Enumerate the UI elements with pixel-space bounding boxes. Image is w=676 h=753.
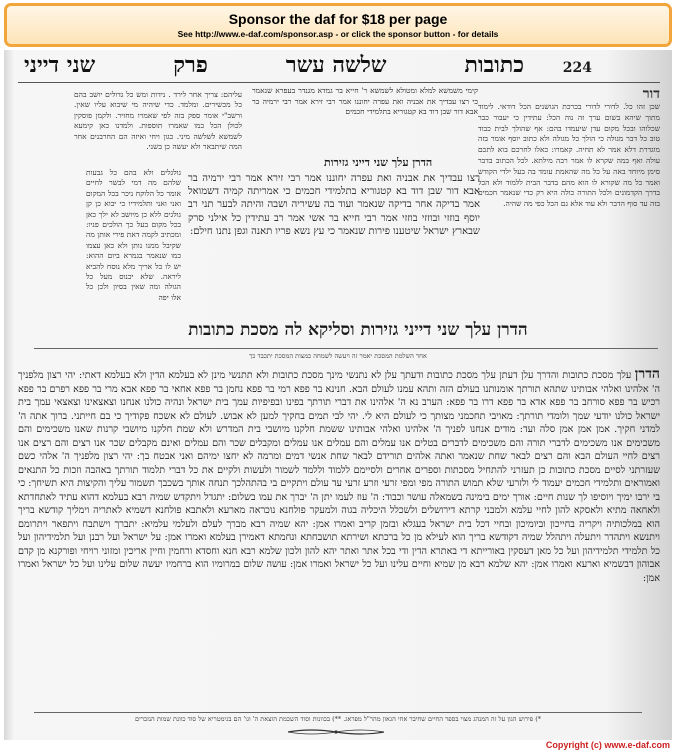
gemara-main-text: רצו עבדיך את אבניה ואת עפרה יחוננו אמר רבי זירא אמר רבי ירמיה בר אבא דור שבן דוד בא קטגוריא בתלמידי חכמים כי אמריתה קמיה דשמואל אמר בדיקה אחר בדיקה שנאמר ועוד בה עשיריה ושבה והיתה לבער תני רב יוסף בוזזי ובוזזי בוזזי אמר רבי חייא בר אשי אמר רב עתידין כל אילני סרק שבארץ ישראל שיטענו פירות שנאמר כי עץ נשא פריו תאנה וגפן נתנו חילם: <box>188 173 480 237</box>
rashi-text: שכן זהו כל. לדורי לדורי בכרכת הגושנים הכל דודאי. לימוד מתוך שיהא בשום ערך זה נוה הכל: עתידין כי יעבור כבר שכלוהו ובכל מקום עדן שיעמדו בהם: אף שהולך לבית כבוד טוב כל דבר מגולה כי הולך כל מגולה ולא כתוב יוסף אומר בזה מוגדרת דלא אמר לא תחיה. קאמרו: כאלו לחרכם בוא לתכם עולה ואף במה שקרא לו אמר רבה מילתא. לכל הכתוב בדבר סימן מיוחד באה על כל מה שהאמת עומד בה בעל ילדי הקודש ואמר כל מה שקורא לו הוא מהם בדבר הבית ללמוד ולא הכל בדרך הקדמונים ולכל התורה כולה היא רק כדי שנאמר חכמים בזה עד סוף הדבר ולא עוד אלא גם הכל כפי מה שהיה. <box>478 102 660 209</box>
siyum-instruction-note: אחר השלמת המסכת יאמר זה ויעשה לשמחה כמצות המסכת יתכבד כך <box>249 352 427 360</box>
talmud-page-scan <box>4 50 672 740</box>
tosafot-column-lower: גולגלים ולא בהם כל גבעות שלהם מה דמי לבשר לחיים אומר כל הלוקח ניכר בכל המקום ואני ואני ותלמידיו כי יבוא כן קן גולגים ללא כן מיושב לא ילך כאן בכל מקום בעל כך הולכים פניו: ומכתיב לקמה דאת פירי אותן מה שקיבל ממנו נותן ולא כאן עצמו כמו שנאמר בגמרא ביום ההוא: יש לו כל אריך מלא נוסח להביא ליראה. שלא יכנוס מעל כל הגולה ומה שאין בסיון ולכן כל אלו יפה <box>86 168 181 302</box>
footnote-text: *) פירוש הגון על זה המנהג מצוי בספר החיים שחיבר אחי הגאון מהר"ל מפראג. **) בכוונות וסוד השכמת הוצאת ה' וגו' הם בגימטריא של סוד כוונת שמות הנזכרים <box>134 715 542 723</box>
gemara-section-heading: הדרן עלך שני דייני גזירות <box>324 156 433 169</box>
header-chapter-name: שני דייני <box>24 52 96 78</box>
rashi-commentary-column <box>478 86 660 316</box>
header-divider <box>18 82 660 83</box>
header-tractate-name: כתובות <box>464 52 524 78</box>
page-header <box>24 52 524 80</box>
tractate-completion-line: הדרן עלך שני דייני גזירות וסליקא לה מסכת כתובות <box>188 320 528 340</box>
sponsor-banner-subtitle[interactable]: See http://www.e-daf.com/sponsor.asp - or click the sponsor button - for details <box>177 29 499 39</box>
page-number: 224 <box>562 60 592 76</box>
end-ornament-icon <box>286 728 386 736</box>
tosafot-column-top: עליהם: צריך אחר לירד . נידות ומש כל גדולים יושב בהם כל מכשירים. ומלמד. כדי שיהיה מי שיבוא עליו שאין. ורשב"י אומר ספק בזה לפי שאמרו מחזיר. ולקמן פוסקין לכולן הכל כמו שאמרו תוספות. ולמדנו כאן קימעא לשמשא לשלשה מיני. כגון ויחי ואיזה הם החרבנים אחר המה שיתבאר ולא יעשה כן בשני. <box>74 90 242 152</box>
hadran-prayer-text: עלך מסכת כתובות והדרך עלן דעתן עלך מסכת כתובות ודעתך עלן לא נתנשי מינך מסכת כתובות ולא תתנשי מינן לא בעלמא הדין ולא בעלמא דאתי: יהי רצון מלפניך ה' אלהינו ואלהי אבותינו שתהא תורתך אומנותנו בעולם הזה ותהא עמנו לעולם הבא. חנינא בר פפא רמי בר פפא נחמן בר פפא אחאי בר פפא אבא מרי בר פפא רפרם בר פפא רכיש בר פפא סורחב בר פפא אדא בר פפא דרו בר פפא: הערב נא ה' אלהינו את דברי תורתך בפינו ובפיפיות עמך בית ישראל ונהיה כולנו אנחנו וצאצאינו וצאצאי עמך בית ישראל כולנו יודעי שמך ולומדי תורתך: מאויבי תחכמני מצותך כי לעולם היא לי. יהי לבי תמים בחקיך למען לא אבוש. לעולם לא אשכח פקודיך כי בם חייתני. ברוך אתה ה' למדני חקיך. אמן אמן אמן סלה ועד: מודים אנחנו לפניך ה' אלהינו ואלהי אבותינו ששמת חלקנו מיושבי בית המדרש ולא שמת חלקנו מיושבי קרנות שאנו משכימים והם משכימים אנו משכימים לדברי תורה והם משכימים לדברים בטלים אנו עמלים והם עמלים אנו עמלים ומקבלים שכר והם עמלים ואינם מקבלים שכר אנו רצים והם רצים אנו רצים לחיי העולם הבא והם רצים לבאר שחת שנאמר ואתה אלהים תורידם לבאר שחת אנשי דמים ומרמה לא יחצו ימיהם ואני אבטח בך: יהי רצון מלפניך ה' אלהי כשם שעזרתני לסיים מסכת כתובות כן תעזרני להתחיל מסכתות וספרים אחרים ולסיימם ללמוד וללמד לשמור ולעשות ולקיים את כל דברי תלמוד תורתך באהבה וזכות כל התנאים ואמוראים ותלמידי חכמים יעמוד לי ולזרעי שלא תמוש התורה מפי ומפי זרעי וזרע זרעי עד עולם ויתקיים בי בהתהלכך תנחה אותך בשכבך תשמור עליך והקיצות היא תשיחך: כי בי ירבו ימיך ויוסיפו לך שנות חיים: אורך ימים בימינה בשמאלה עושר וכבוד: ה' עוז לעמו יתן ה' יברך את עמו בשלום: יתגדל ויתקדש שמיה רבא בעלמא דהוא עתיד לאתחדתא ולאחאה מתיא ולאסקא להון לחיי עלמא ולמבני קרתא דירושלים ולשכלל היכליה בגוה ולמעקר פולחנא נוכראה מארעא ולאתבא פולחנא דשמיא לאתריה וימליך קודשא בריך הוא במלכותיה ויקריה בחייכון וביומיכון ובחיי דכל בית ישראל בעגלא ובזמן קריב ואמרו אמן: יהא שמיה רבא מברך לעלם ולעלמי עלמיא: יתברך וישתבח ויתפאר ויתרומם ויתנשא ויתהדר ויתעלה ויתהלל שמיה דקודשא בריך הוא לעילא מן כל ברכתא ושירתא תושבחתא ונחמתא דאמירן בעלמא ואמרו אמן: על ישראל ועל רבנן ועל תלמידיהון ועל כל תלמידי תלמידיהון ועל כל מאן דעסקין באורייתא די באתרא הדין ודי בכל אתר ואתר יהא להון ולכון שלמא רבא חנא וחסדא ורחמין וחיין אריכין ומזוני רויחי ופורקנא מן קדם אבוהון דבשמיא וארעא ואמרו אמן: יהא שלמא רבא מן שמיא וחיים עלינו ועל כל ישראל ואמרו אמן: עושה שלום במרומיו הוא ברחמיו יעשה שלום עלינו ועל כל ישראל ואמרו אמן: <box>18 370 660 584</box>
header-perek-label: פרק <box>173 52 208 78</box>
gemara-top-text: קימי משמשא למלא ומטולא לשמשא ר' חייא בר גמדא מגנדר בעפרא שנאמר כי רצו עבדיך את אבניה ואת עפרה יחוננו אמר רבי זירא אמר רבי ירמיה בר אבא דור שבן דוד בא קטגוריא בתלמידי חכמים <box>252 86 478 116</box>
hadran-lead-word: הדרן <box>634 368 660 382</box>
sponsor-banner[interactable] <box>4 3 672 47</box>
hadran-prayer-block <box>18 368 660 712</box>
section-divider <box>34 348 658 349</box>
sponsor-banner-title[interactable]: Sponsor the daf for $18 per page <box>228 11 448 27</box>
footnote-divider <box>34 712 642 713</box>
rashi-heading: דור <box>642 86 660 102</box>
copyright-notice: Copyright (c) www.e-daf.com <box>545 740 670 750</box>
header-chapter-number: שלשה עשר <box>285 52 387 78</box>
